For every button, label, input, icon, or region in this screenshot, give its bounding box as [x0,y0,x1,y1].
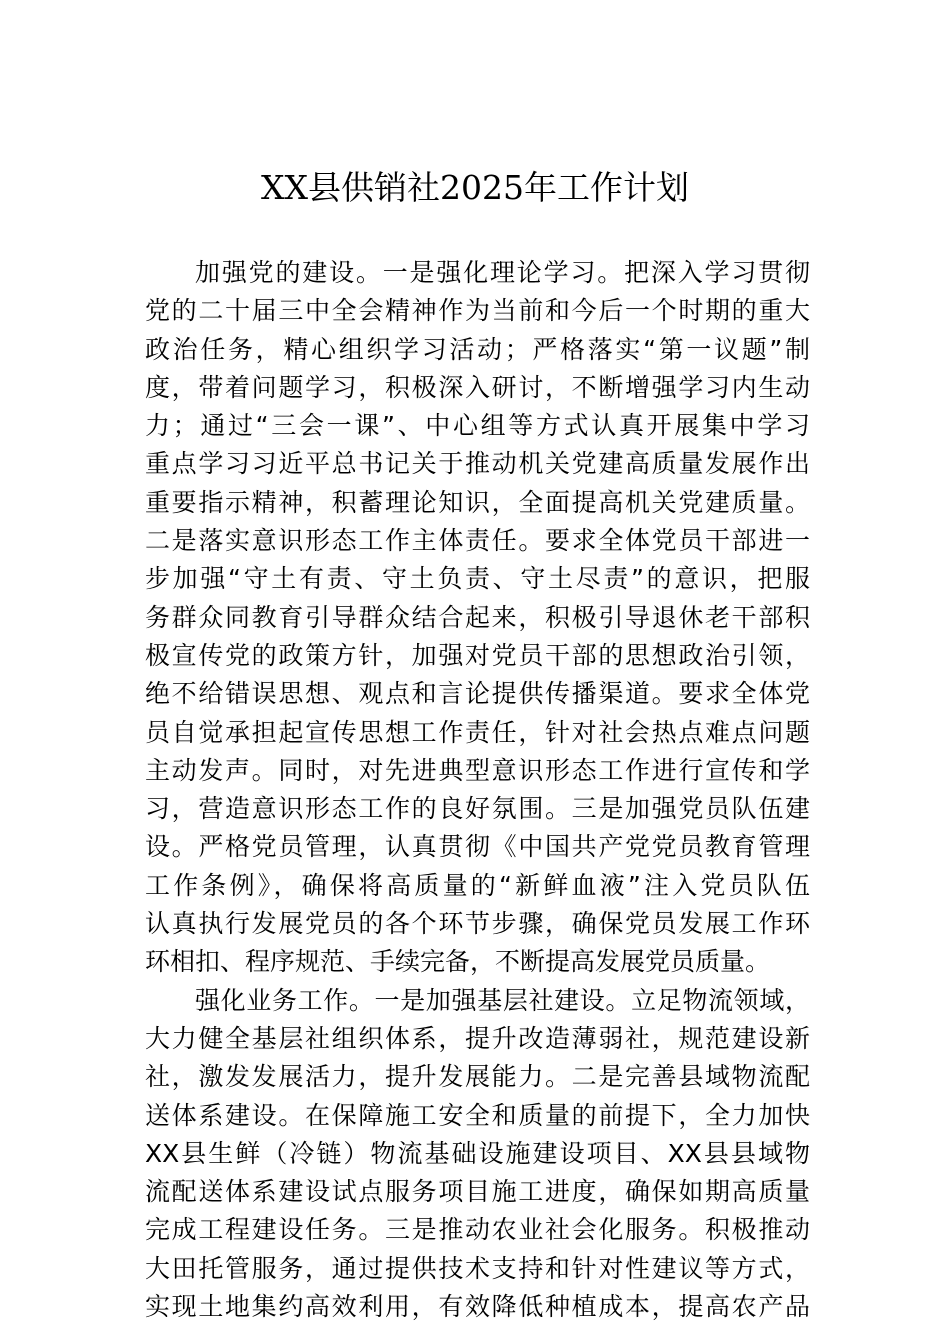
text-line: 力；通过“三会一课”、中心组等方式认真开展集中学习 [145,411,810,441]
text-line: 步加强“守土有责、守土负责、守土尽责”的意识，把服 [145,564,810,594]
text-line: 务群众同教育引导群众结合起来，积极引导退休老干部积 [145,602,810,632]
text-line: 环相扣、程序规范、手续完备，不断提高发展党员质量。 [145,947,771,977]
text-line: 员自觉承担起宣传思想工作责任，针对社会热点难点问题 [145,717,810,747]
text-line: 重要指示精神，积蓄理论知识，全面提高机关党建质量。 [145,487,810,517]
text-line: 流配送体系建设试点服务项目施工进度，确保如期高质量 [145,1177,810,1207]
text-line: 重点学习习近平总书记关于推动机关党建高质量发展作出 [145,449,810,479]
text-line: 强化业务工作。一是加强基层社建设。立足物流领域， [195,985,810,1015]
text-line: 社，激发发展活力，提升发展能力。二是完善县域物流配 [145,1062,810,1092]
text-line: 送体系建设。在保障施工安全和质量的前提下，全力加快 [145,1100,810,1130]
text-line: 认真执行发展党员的各个环节步骤，确保党员发展工作环 [145,909,810,939]
text-line: 完成工程建设任务。三是推动农业社会化服务。积极推动 [145,1215,810,1245]
paragraph-business-work [145,982,810,1327]
paragraph-party-building [145,254,810,982]
text-line: 二是落实意识形态工作主体责任。要求全体党员干部进一 [145,526,810,556]
text-line: 习，营造意识形态工作的良好氛围。三是加强党员队伍建 [145,794,810,824]
text-line: 极宣传党的政策方针，加强对党员干部的思想政治引领， [145,640,810,670]
text-line: 度，带着问题学习，积极深入研讨，不断增强学习内生动 [145,372,810,402]
text-line: 主动发声。同时，对先进典型意识形态工作进行宣传和学 [145,755,810,785]
text-line: 大力健全基层社组织体系，提升改造薄弱社，规范建设新 [145,1023,810,1053]
text-line: 设。严格党员管理，认真贯彻《中国共产党党员教育管理 [145,832,810,862]
text-line: 工作条例》，确保将高质量的“新鲜血液”注入党员队伍 [145,870,810,900]
text-line: 大田托管服务，通过提供技术支持和针对性建议等方式， [145,1253,810,1283]
text-line: XX县生鲜（冷链）物流基础设施建设项目、XX县县域物 [145,1138,810,1168]
text-line: 绝不给错误思想、观点和言论提供传播渠道。要求全体党 [145,679,810,709]
text-line: 实现土地集约高效利用，有效降低种植成本，提高农产品 [145,1292,810,1322]
text-line: 政治任务，精心组织学习活动；严格落实“第一议题”制 [145,334,810,364]
document-body [145,254,810,1326]
text-line: 党的二十届三中全会精神作为当前和今后一个时期的重大 [145,296,810,326]
text-line: 加强党的建设。一是强化理论学习。把深入学习贯彻 [195,258,810,287]
document-title: XX县供销社2025年工作计划 [261,168,689,207]
